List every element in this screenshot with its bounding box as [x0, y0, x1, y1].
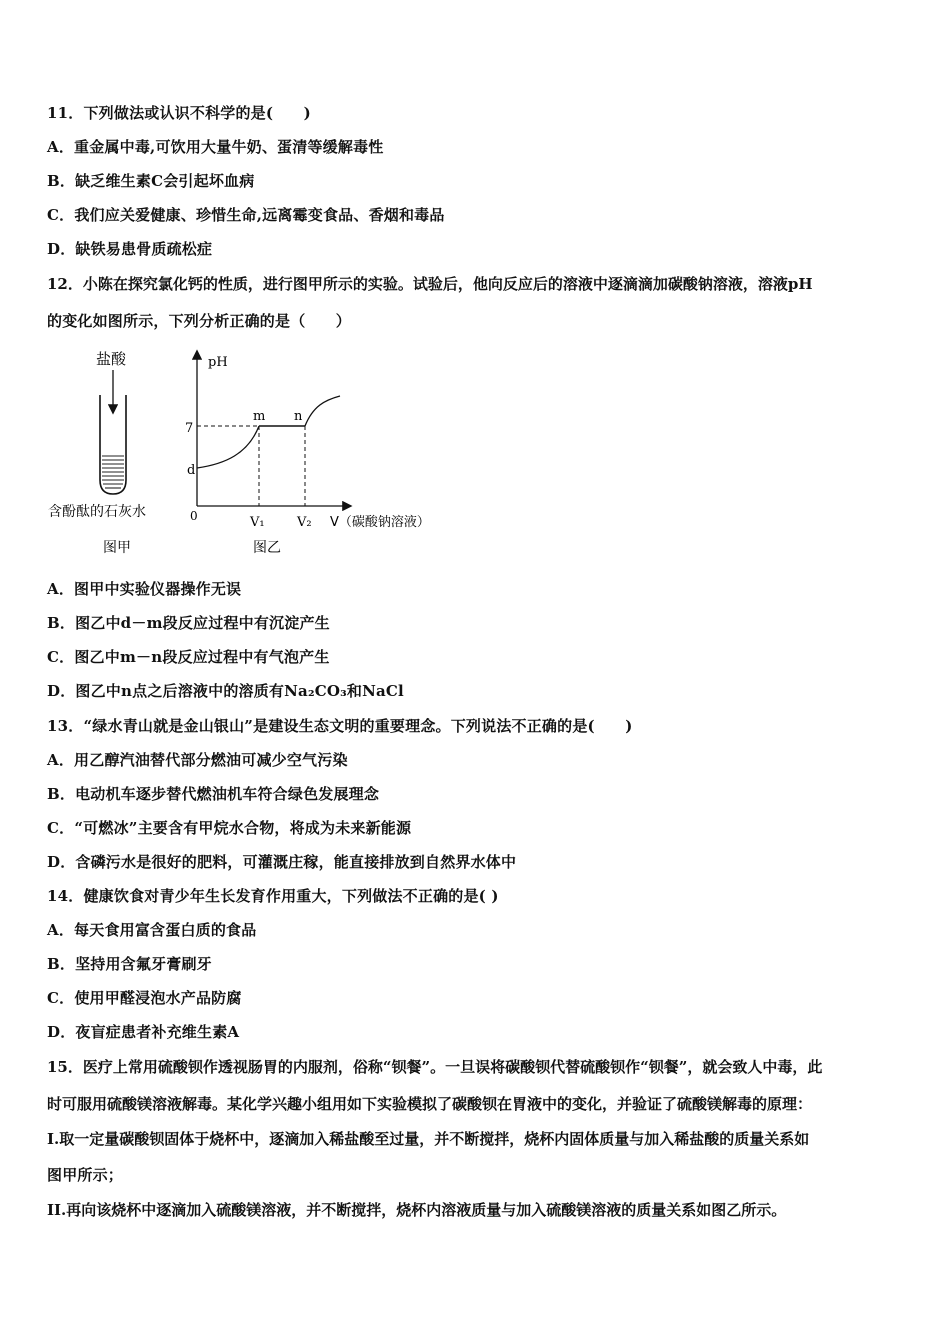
question-13-stem: 13．“绿水青山就是金山银山”是建设生态文明的重要理念。下列说法不正确的是( ) [47, 717, 633, 735]
question-13-option-c: C．“可燃冰”主要含有甲烷水合物，将成为未来新能源 [47, 819, 412, 837]
question-14-option-a: A．每天食用富含蛋白质的食品 [47, 921, 257, 939]
question-12-option-c: C．图乙中m－n段反应过程中有气泡产生 [47, 648, 330, 666]
question-11-option-d: D．缺铁易患骨质疏松症 [47, 240, 213, 258]
question-11-stem: 11．下列做法或认识不科学的是( ) [47, 104, 311, 122]
point-d-label: d [187, 463, 196, 478]
figure-yi-caption: 图乙 [253, 540, 281, 556]
liquid-lines-icon [102, 456, 124, 488]
question-15-line-1: 15．医疗上常用硫酸钡作透视肠胃的内服剂，俗称“钡餐”。一旦误将碳酸钡代替硫酸钡作“钡餐”，就会致人中毒，此 [47, 1058, 823, 1076]
question-13-option-d: D．含磷污水是很好的肥料，可灌溉庄稼，能直接排放到自然界水体中 [47, 853, 517, 871]
curve-d-m [197, 426, 259, 468]
question-12-option-a: A．图甲中实验仪器操作无误 [47, 580, 242, 598]
x-axis-label: V（碳酸钠溶液） [330, 515, 430, 530]
origin-label: 0 [190, 509, 198, 523]
question-11-option-c: C．我们应关爱健康、珍惜生命,远离霉变食品、香烟和毒品 [47, 206, 445, 224]
question-12-option-b: B．图乙中d－m段反应过程中有沉淀产生 [47, 614, 330, 632]
point-n-label: n [294, 409, 303, 424]
question-15-line-4: 图甲所示； [47, 1166, 124, 1184]
curve-after-n [305, 396, 340, 426]
point-m-label: m [253, 409, 266, 424]
question-12-option-d: D．图乙中n点之后溶液中的溶质有Na₂CO₃和NaCl [47, 682, 404, 700]
question-12-stem-line2: 的变化如图所示，下列分析正确的是（ ） [47, 312, 352, 330]
y-axis-label: pH [208, 355, 228, 370]
hydrochloric-acid-label: 盐酸 [96, 350, 127, 368]
figure-yi [185, 352, 430, 556]
question-12-stem-line1: 12．小陈在探究氯化钙的性质，进行图甲所示的实验。试验后，他向反应后的溶液中逐滴滴加碳酸钠溶液，溶液pH [47, 275, 813, 293]
question-11-option-b: B．缺乏维生素C会引起坏血病 [47, 172, 255, 190]
question-15-line-3: I.取一定量碳酸钡固体于烧杯中，逐滴加入稀盐酸至过量，并不断搅拌，烧杯内固体质量与加入稀盐酸的质量关系如 [47, 1130, 810, 1148]
question-13-option-b: B．电动机车逐步替代燃油机车符合绿色发展理念 [47, 785, 380, 803]
figure-jia [48, 350, 146, 556]
question-13-option-a: A．用乙醇汽油替代部分燃油可减少空气污染 [47, 751, 348, 769]
limewater-label: 含酚酞的石灰水 [48, 504, 146, 520]
v1-label: V₁ [250, 515, 265, 530]
question-12-figure [40, 340, 470, 562]
question-14-stem: 14．健康饮食对青少年生长发育作用重大，下列做法不正确的是( ) [47, 887, 499, 905]
question-14-option-b: B．坚持用含氟牙膏刷牙 [47, 955, 212, 973]
question-14-option-d: D．夜盲症患者补充维生素A [47, 1023, 240, 1041]
question-15-line-5: II.再向该烧杯中逐滴加入硫酸镁溶液，并不断搅拌，烧杯内溶液质量与加入硫酸镁溶液的质量关系如图乙所示。 [47, 1201, 787, 1219]
question-15-line-2: 时可服用硫酸镁溶液解毒。某化学兴趣小组用如下实验模拟了碳酸钡在胃液中的变化，并验证了硫酸镁解毒的原理： [47, 1095, 813, 1113]
v2-label: V₂ [297, 515, 312, 530]
question-11-option-a: A．重金属中毒,可饮用大量牛奶、蛋清等缓解毒性 [47, 138, 384, 156]
figure-jia-caption: 图甲 [103, 540, 131, 556]
question-14-option-c: C．使用甲醛浸泡水产品防腐 [47, 989, 242, 1007]
y-tick-7: 7 [185, 421, 194, 436]
